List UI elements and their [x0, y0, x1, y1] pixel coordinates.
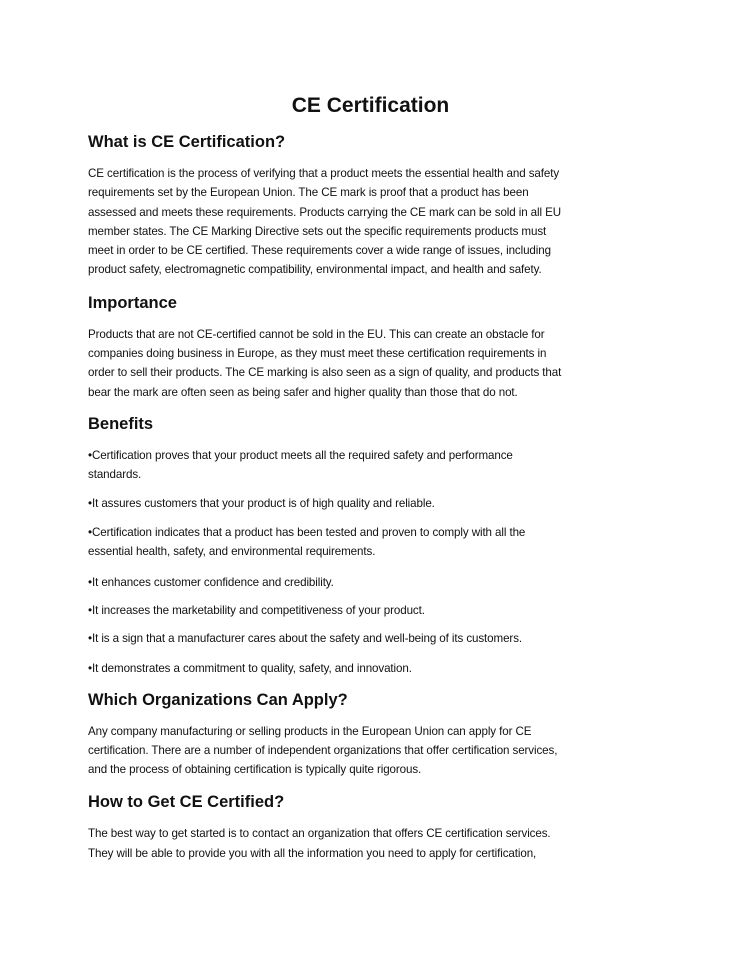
bullet-item: •It increases the marketability and competitiveness of your product.	[88, 604, 425, 617]
paragraph-line: order to sell their products. The CE marking is also seen as a sign of quality, and products that	[88, 366, 562, 379]
paragraph-line: and the process of obtaining certification is typically quite rigorous.	[88, 763, 422, 776]
paragraph-line: Products that are not CE-certified cannot be sold in the EU. This can create an obstacle for	[88, 328, 545, 341]
bullet-item: •It demonstrates a commitment to quality, safety, and innovation.	[88, 662, 412, 675]
paragraph-line: assessed and meets these requirements. Products carrying the CE mark can be sold in all EU	[88, 206, 562, 219]
paragraph-line: member states. The CE Marking Directive sets out the specific requirements products must	[88, 225, 547, 238]
paragraph-line: They will be able to provide you with all the information you need to apply for certification,	[88, 847, 537, 860]
section-heading-importance: Importance	[88, 294, 177, 312]
section-heading-organizations: Which Organizations Can Apply?	[88, 691, 348, 709]
paragraph-line: CE certification is the process of verifying that a product meets the essential health and safety	[88, 167, 560, 180]
bullet-item: •It assures customers that your product is of high quality and reliable.	[88, 497, 435, 510]
paragraph-line: companies doing business in Europe, as they must meet these certification requirements in	[88, 347, 547, 360]
bullet-item: •It is a sign that a manufacturer cares about the safety and well-being of its customers.	[88, 632, 523, 645]
bullet-item: •Certification proves that your product meets all the required safety and performance	[88, 449, 513, 462]
section-heading-benefits: Benefits	[88, 415, 154, 433]
bullet-item-continuation: essential health, safety, and environmental requirements.	[88, 545, 376, 558]
paragraph-line: certification. There are a number of independent organizations that offer certification services,	[88, 744, 558, 757]
section-heading-how-to: How to Get CE Certified?	[88, 793, 285, 811]
paragraph-line: bear the mark are often seen as being safer and higher quality than those that do not.	[88, 386, 518, 399]
paragraph-line: requirements set by the European Union. The CE mark is proof that a product has been	[88, 186, 529, 199]
section-heading-what-is: What is CE Certification?	[88, 133, 286, 151]
paragraph-line: Any company manufacturing or selling products in the European Union can apply for CE	[88, 725, 532, 738]
bullet-item-continuation: standards.	[88, 468, 142, 481]
paragraph-line: The best way to get started is to contact an organization that offers CE certification services.	[88, 827, 551, 840]
paragraph-line: product safety, electromagnetic compatibility, environmental impact, and health and safety.	[88, 263, 542, 276]
bullet-item: •Certification indicates that a product has been tested and proven to comply with all the	[88, 526, 526, 539]
document-title: CE Certification	[291, 94, 450, 117]
paragraph-line: meet in order to be CE certified. These requirements cover a wide range of issues, including	[88, 244, 551, 257]
bullet-item: •It enhances customer confidence and credibility.	[88, 576, 334, 589]
